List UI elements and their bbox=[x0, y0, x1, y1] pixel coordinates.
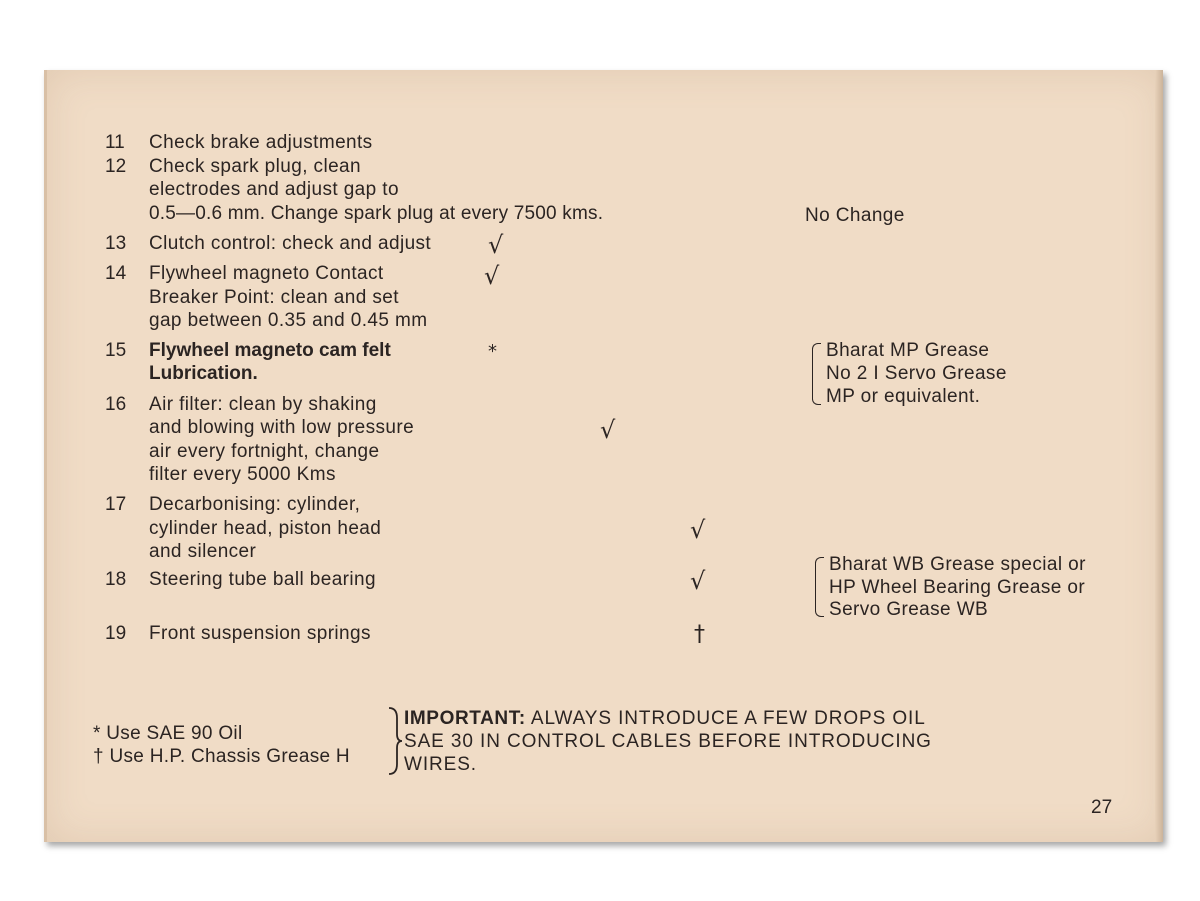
check-mark: √ bbox=[690, 567, 706, 595]
important-line bbox=[404, 708, 926, 730]
item-text: Clutch control: check and adjust bbox=[149, 233, 432, 254]
footnote-asterisk: * Use SAE 90 Oil bbox=[93, 723, 243, 744]
check-mark: √ bbox=[488, 231, 504, 259]
remark-grease: Bharat MP Grease bbox=[826, 340, 990, 361]
item-text: gap between 0.35 and 0.45 mm bbox=[149, 310, 428, 331]
right-brace-icon bbox=[387, 706, 403, 776]
item-text: Air filter: clean by shaking bbox=[149, 394, 377, 415]
item-number: 13 bbox=[105, 233, 127, 254]
item-number: 12 bbox=[105, 156, 127, 177]
important-line: WIRES. bbox=[404, 754, 477, 775]
item-text: Flywheel magneto cam felt bbox=[149, 340, 391, 361]
important-text: ALWAYS INTRODUCE A FEW DROPS OIL bbox=[525, 708, 926, 729]
item-text: and silencer bbox=[149, 541, 257, 562]
dagger-mark: † bbox=[694, 622, 705, 647]
brace bbox=[815, 557, 824, 617]
item-text: Front suspension springs bbox=[149, 623, 371, 644]
item-text: and blowing with low pressure bbox=[149, 417, 415, 438]
remark-grease: HP Wheel Bearing Grease or bbox=[829, 577, 1086, 598]
important-line: SAE 30 IN CONTROL CABLES BEFORE INTRODUCING bbox=[404, 731, 932, 752]
item-text: air every fortnight, change bbox=[149, 441, 380, 462]
page-edge bbox=[1155, 70, 1163, 842]
footnote-dagger: † Use H.P. Chassis Grease H bbox=[93, 746, 350, 767]
item-text: 0.5—0.6 mm. Change spark plug at every 7500 kms. bbox=[149, 203, 604, 224]
page-number: 27 bbox=[1091, 797, 1113, 818]
item-text: Flywheel magneto Contact bbox=[149, 263, 384, 284]
item-number: 18 bbox=[105, 569, 127, 590]
item-number: 17 bbox=[105, 494, 127, 515]
item-text: Check brake adjustments bbox=[149, 132, 373, 153]
item-text: Check spark plug, clean bbox=[149, 156, 361, 177]
check-mark: √ bbox=[600, 416, 616, 444]
remark-grease: Bharat WB Grease special or bbox=[829, 554, 1086, 575]
item-number: 11 bbox=[105, 132, 125, 153]
item-number: 15 bbox=[105, 340, 127, 361]
remark-grease: No 2 I Servo Grease bbox=[826, 363, 1007, 384]
item-text: cylinder head, piston head bbox=[149, 518, 382, 539]
remark-grease: Servo Grease WB bbox=[829, 599, 989, 620]
important-label: IMPORTANT: bbox=[404, 708, 526, 729]
asterisk-mark: * bbox=[488, 341, 497, 362]
check-mark: √ bbox=[484, 262, 500, 290]
item-text: Breaker Point: clean and set bbox=[149, 287, 399, 308]
item-text: filter every 5000 Kms bbox=[149, 464, 336, 485]
item-text: Lubrication. bbox=[149, 363, 258, 384]
item-number: 19 bbox=[105, 623, 127, 644]
item-number: 16 bbox=[105, 394, 127, 415]
remark-no-change: No Change bbox=[805, 205, 905, 226]
remark-grease: MP or equivalent. bbox=[826, 386, 981, 407]
check-mark: √ bbox=[690, 516, 706, 544]
brace bbox=[812, 343, 821, 405]
item-text: Steering tube ball bearing bbox=[149, 569, 376, 590]
item-text: electrodes and adjust gap to bbox=[149, 179, 399, 200]
item-number: 14 bbox=[105, 263, 127, 284]
item-text: Decarbonising: cylinder, bbox=[149, 494, 361, 515]
